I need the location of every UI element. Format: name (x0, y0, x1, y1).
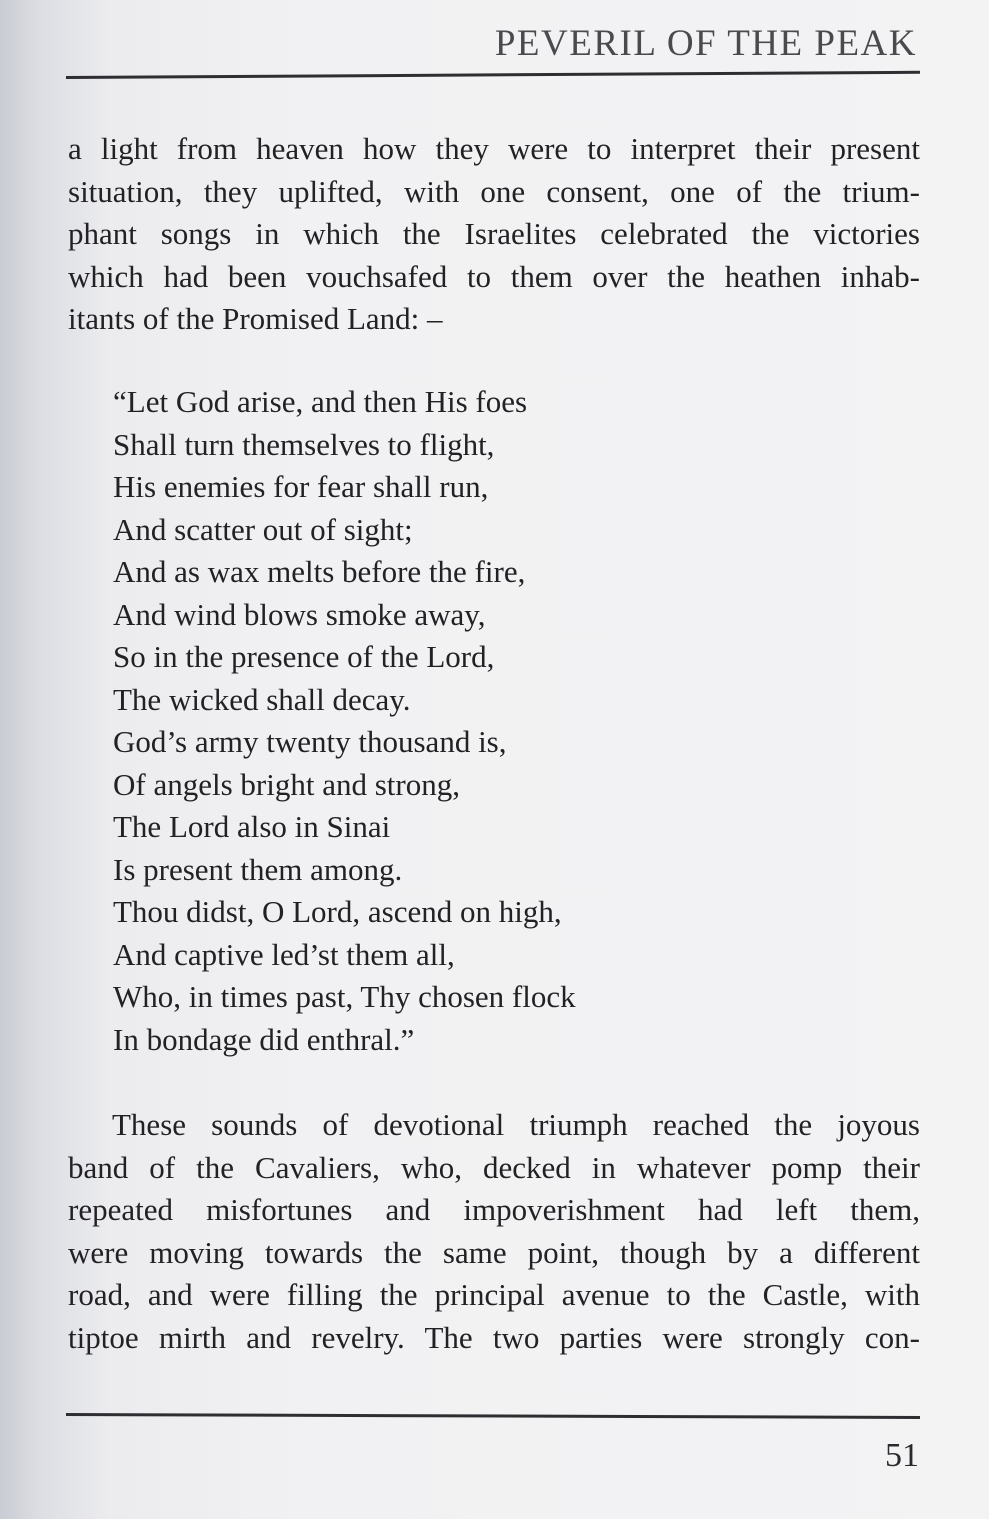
text-line: These sounds of devotional triumph reached the joyous (112, 1107, 920, 1142)
text-line: itants of the Promised Land: – (68, 301, 443, 336)
text-line: a light from heaven how they were to interpret their present (68, 131, 920, 166)
verse-line: God’s army twenty thousand is, (113, 724, 507, 759)
verse-line: Thou didst, O Lord, ascend on high, (113, 894, 562, 929)
verse-line: Who, in times past, Thy chosen flock (113, 979, 576, 1014)
verse-line: In bondage did enthral.” (113, 1021, 415, 1057)
text-line: phant songs in which the Israelites celebrated the victories (68, 216, 920, 251)
footer-rule (66, 1413, 920, 1419)
verse-line: Is present them among. (113, 851, 403, 887)
running-title: PEVERIL OF THE PEAK (494, 23, 917, 64)
verse-line: And captive led’st them all, (113, 936, 455, 972)
text-line: tiptoe mirth and revelry. The two parties were strongly con- (68, 1319, 920, 1355)
verse-line: The wicked shall decay. (113, 681, 411, 717)
header-rule (66, 71, 920, 79)
verse-line: His enemies for fear shall run, (113, 469, 489, 504)
text-line: which had been vouchsafed to them over the heathen inhab- (68, 258, 920, 294)
text-line: road, and were filling the principal avenue to the Castle, with (68, 1277, 920, 1312)
verse-line: And wind blows smoke away, (113, 596, 486, 632)
text-line: band of the Cavaliers, who, decked in whatever pomp their (68, 1149, 920, 1185)
verse-line: So in the presence of the Lord, (113, 639, 495, 674)
verse-line: “Let God arise, and then His foes (113, 384, 528, 419)
verse-line: And as wax melts before the fire, (113, 554, 526, 589)
text-line: were moving towards the same point, though by a different (68, 1234, 920, 1270)
text-line: repeated misfortunes and impoverishment had left them, (68, 1192, 920, 1227)
verse-line: The Lord also in Sinai (113, 809, 391, 844)
paragraph-opening (68, 128, 920, 341)
verse-line: And scatter out of sight; (113, 511, 413, 547)
paragraph-continuation (68, 1104, 920, 1359)
verse-line: Of angels bright and strong, (113, 766, 460, 802)
text-line: situation, they uplifted, with one consent, one of the trium- (68, 173, 920, 209)
verse-line: Shall turn themselves to flight, (113, 426, 495, 462)
psalm-verse (113, 381, 576, 1061)
page-number: 51 (885, 1437, 919, 1474)
